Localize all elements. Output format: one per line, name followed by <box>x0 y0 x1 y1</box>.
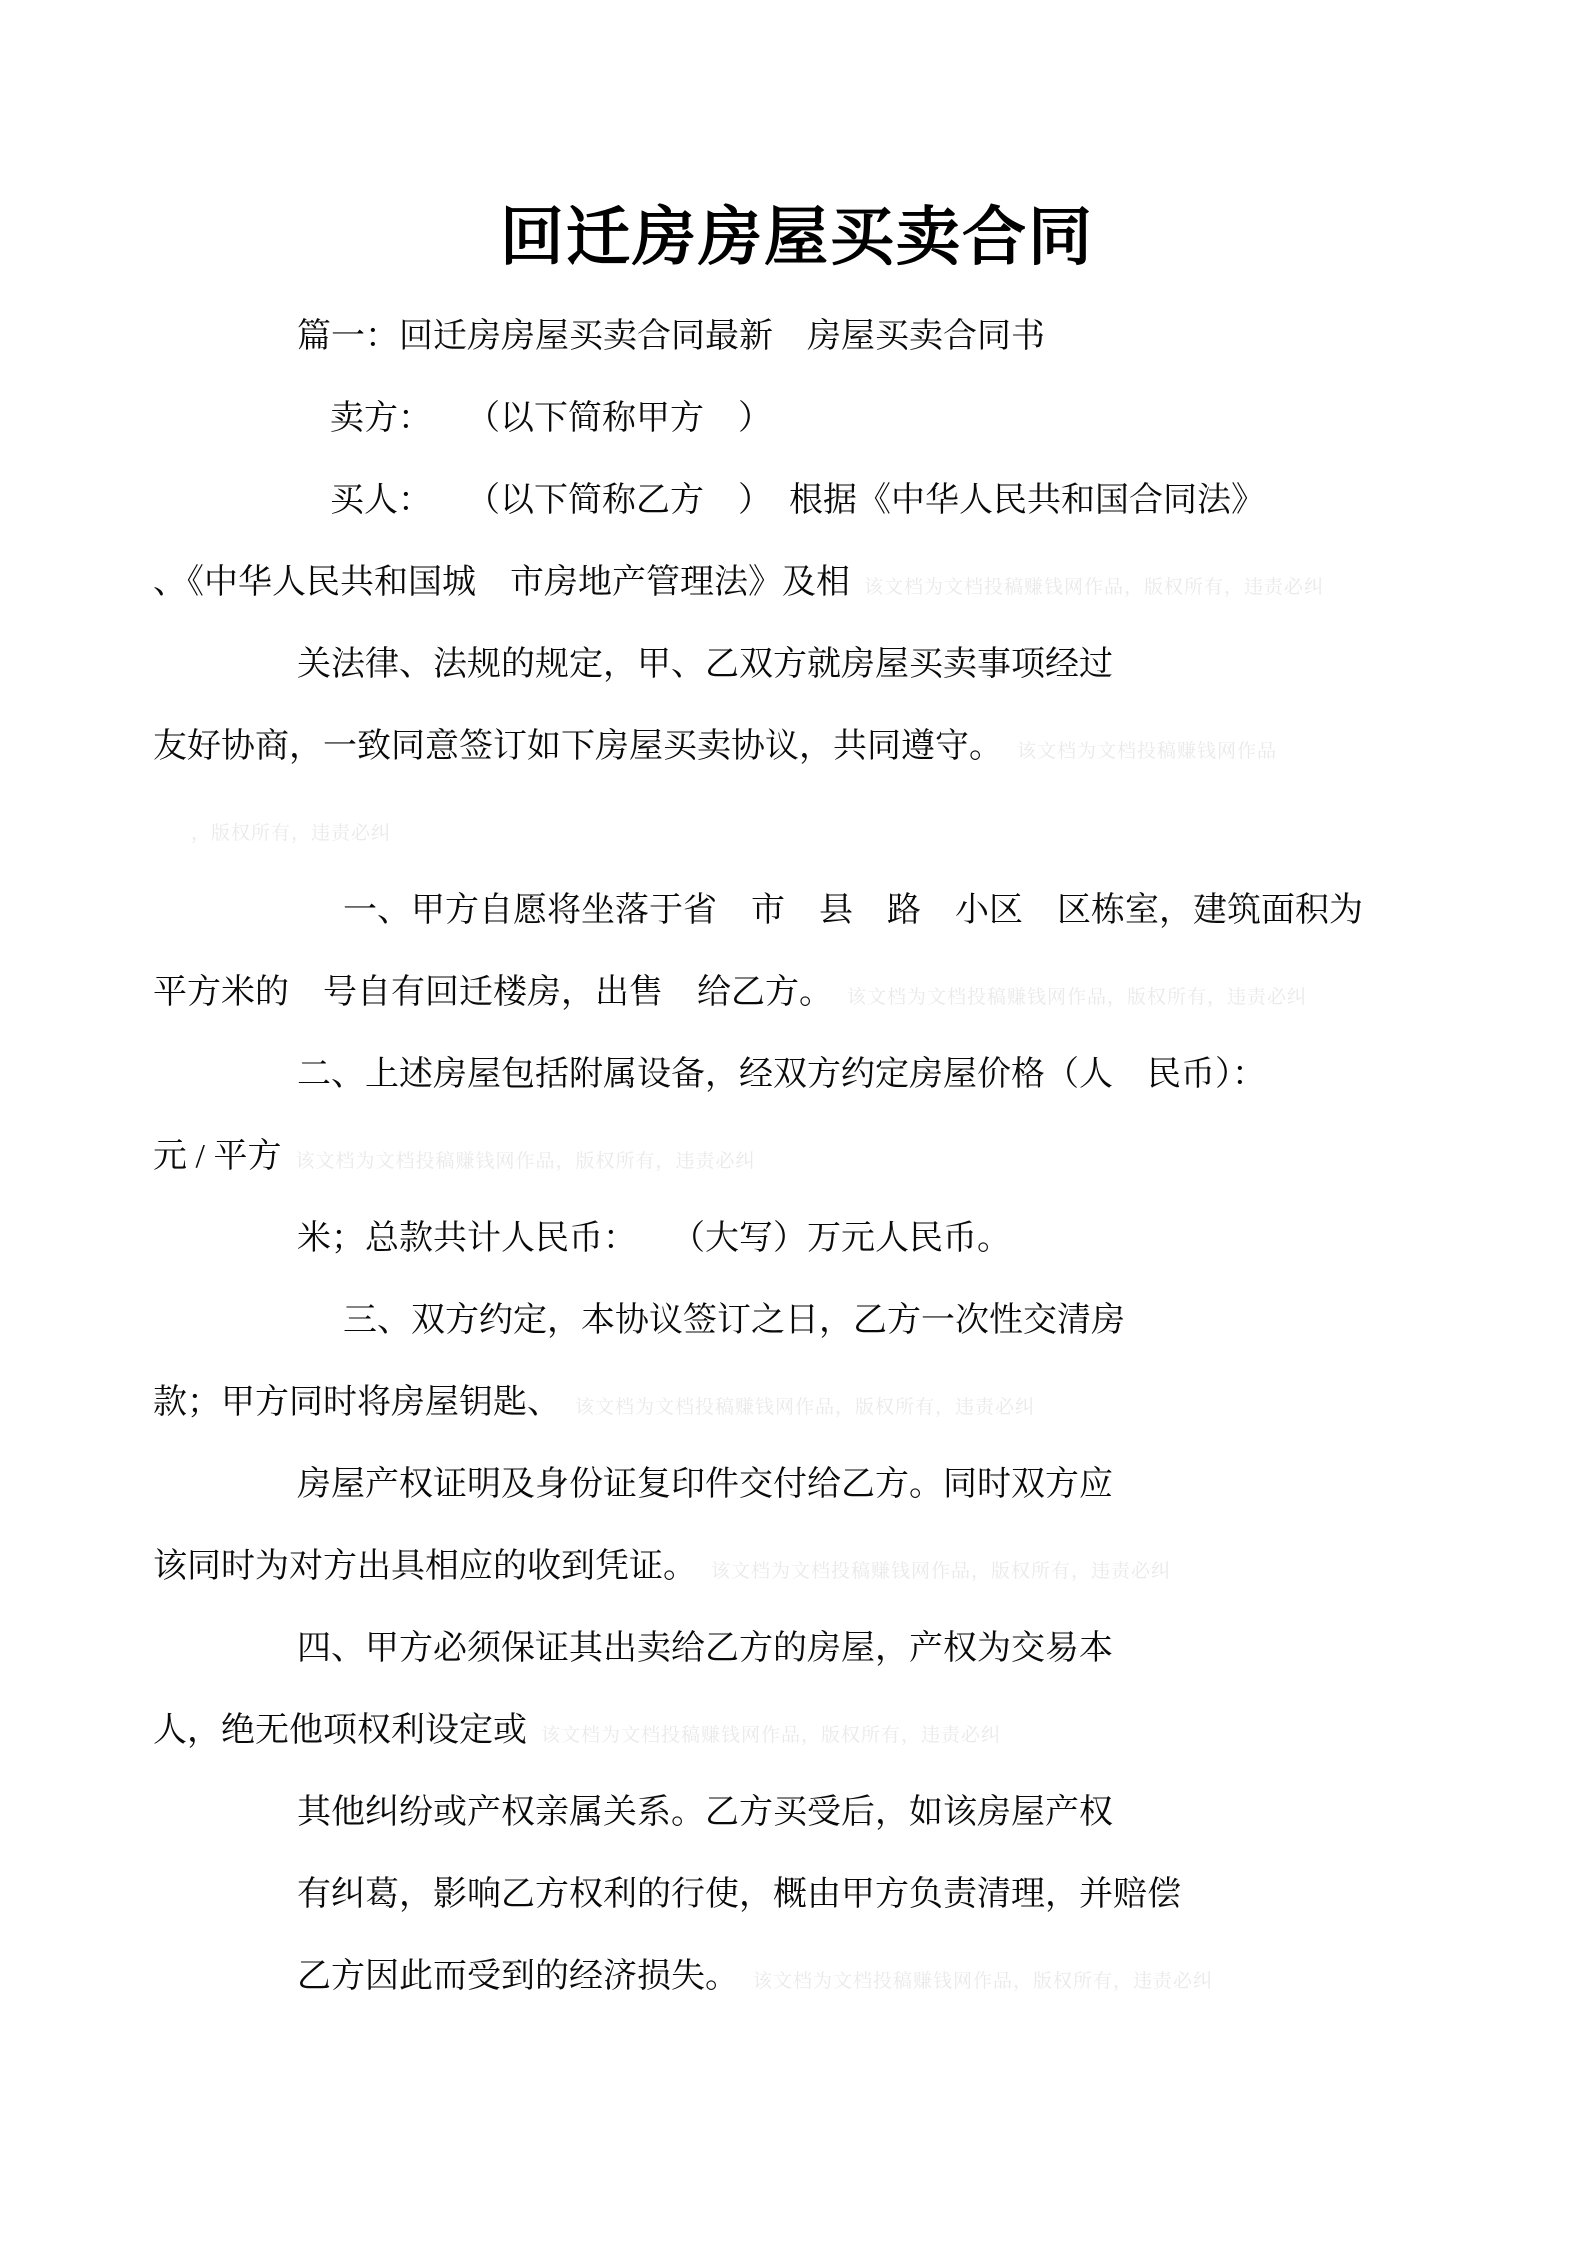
line-text: 房屋产权证明及身份证复印件交付给乙方。同时双方应 <box>297 1466 1113 1503</box>
watermark-text: 该文档为文档投稿赚钱网作品 <box>1017 741 1278 762</box>
contract-line <box>297 624 1534 706</box>
contract-line <box>153 706 1534 788</box>
contract-line <box>297 1936 1534 2018</box>
watermark-text: 该文档为文档投稿赚钱网作品，版权所有，违责必纠 <box>541 1725 1002 1746</box>
contract-line <box>153 1690 1534 1772</box>
line-text: 有纠葛，影响乙方权利的行使，概由甲方负责清理，并赔偿 <box>297 1876 1181 1913</box>
document-body <box>153 296 1534 2018</box>
watermark-text: 该文档为文档投稿赚钱网作品，版权所有，违责必纠 <box>295 1151 756 1172</box>
contract-line <box>297 1608 1534 1690</box>
watermark-text: 该文档为文档投稿赚钱网作品，版权所有，违责必纠 <box>847 987 1308 1008</box>
contract-line <box>330 378 1534 460</box>
contract-line <box>330 460 1534 542</box>
contract-line <box>297 1854 1534 1936</box>
line-text: 、《中华人民共和国城 市房地产管理法》及相 <box>153 564 850 601</box>
contract-line <box>343 870 1534 952</box>
line-text: 一、甲方自愿将坐落于省 市 县 路 小区 区栋室，建筑面积为 <box>343 892 1363 929</box>
line-text: 篇一：回迁房房屋买卖合同最新 房屋买卖合同书 <box>297 318 1045 355</box>
line-text: 四、甲方必须保证其出卖给乙方的房屋，产权为交易本 <box>297 1630 1113 1667</box>
watermark-text: 该文档为文档投稿赚钱网作品，版权所有，违责必纠 <box>711 1561 1172 1582</box>
contract-line <box>297 1772 1534 1854</box>
line-text: 关法律、法规的规定，甲、乙双方就房屋买卖事项经过 <box>297 646 1113 683</box>
watermark-text: 该文档为文档投稿赚钱网作品，版权所有，违责必纠 <box>575 1397 1036 1418</box>
document-title: 回迁房房屋买卖合同 <box>500 201 1094 273</box>
line-text: 卖方： （以下简称甲方 ） <box>330 400 772 437</box>
line-text: 平方米的 号自有回迁楼房，出售 给乙方。 <box>153 974 833 1011</box>
contract-line <box>297 1198 1534 1280</box>
contract-line <box>297 1034 1534 1116</box>
line-text: 米；总款共计人民币： （大写）万元人民币。 <box>297 1220 1011 1257</box>
contract-line <box>153 542 1534 624</box>
contract-line <box>153 1362 1534 1444</box>
watermark-text: ，版权所有，违责必纠 <box>191 823 392 844</box>
line-text: 元 / 平方 <box>153 1138 282 1175</box>
contract-line <box>153 1116 1534 1198</box>
contract-line <box>343 1280 1534 1362</box>
line-text: 友好协商，一致同意签订如下房屋买卖协议，共同遵守。 <box>153 728 1003 765</box>
line-text: 款；甲方同时将房屋钥匙、 <box>153 1384 561 1421</box>
contract-line <box>297 296 1534 378</box>
contract-line <box>153 788 1534 870</box>
line-text: 其他纠纷或产权亲属关系。乙方买受后，如该房屋产权 <box>297 1794 1113 1831</box>
contract-line <box>153 1526 1534 1608</box>
contract-line <box>297 1444 1534 1526</box>
line-text: 乙方因此而受到的经济损失。 <box>297 1958 739 1995</box>
line-text: 二、上述房屋包括附属设备，经双方约定房屋价格（人 民币）： <box>297 1056 1266 1093</box>
line-text: 三、双方约定，本协议签订之日，乙方一次性交清房 <box>343 1302 1125 1339</box>
contract-line <box>153 952 1534 1034</box>
line-text: 人，绝无他项权利设定或 <box>153 1712 527 1749</box>
watermark-text: 该文档为文档投稿赚钱网作品，版权所有，违责必纠 <box>864 577 1325 598</box>
line-text: 买人： （以下简称乙方 ） 根据《中华人民共和国合同法》 <box>330 482 1265 519</box>
line-text: 该同时为对方出具相应的收到凭证。 <box>153 1548 697 1585</box>
watermark-text: 该文档为文档投稿赚钱网作品，版权所有，违责必纠 <box>753 1971 1214 1992</box>
